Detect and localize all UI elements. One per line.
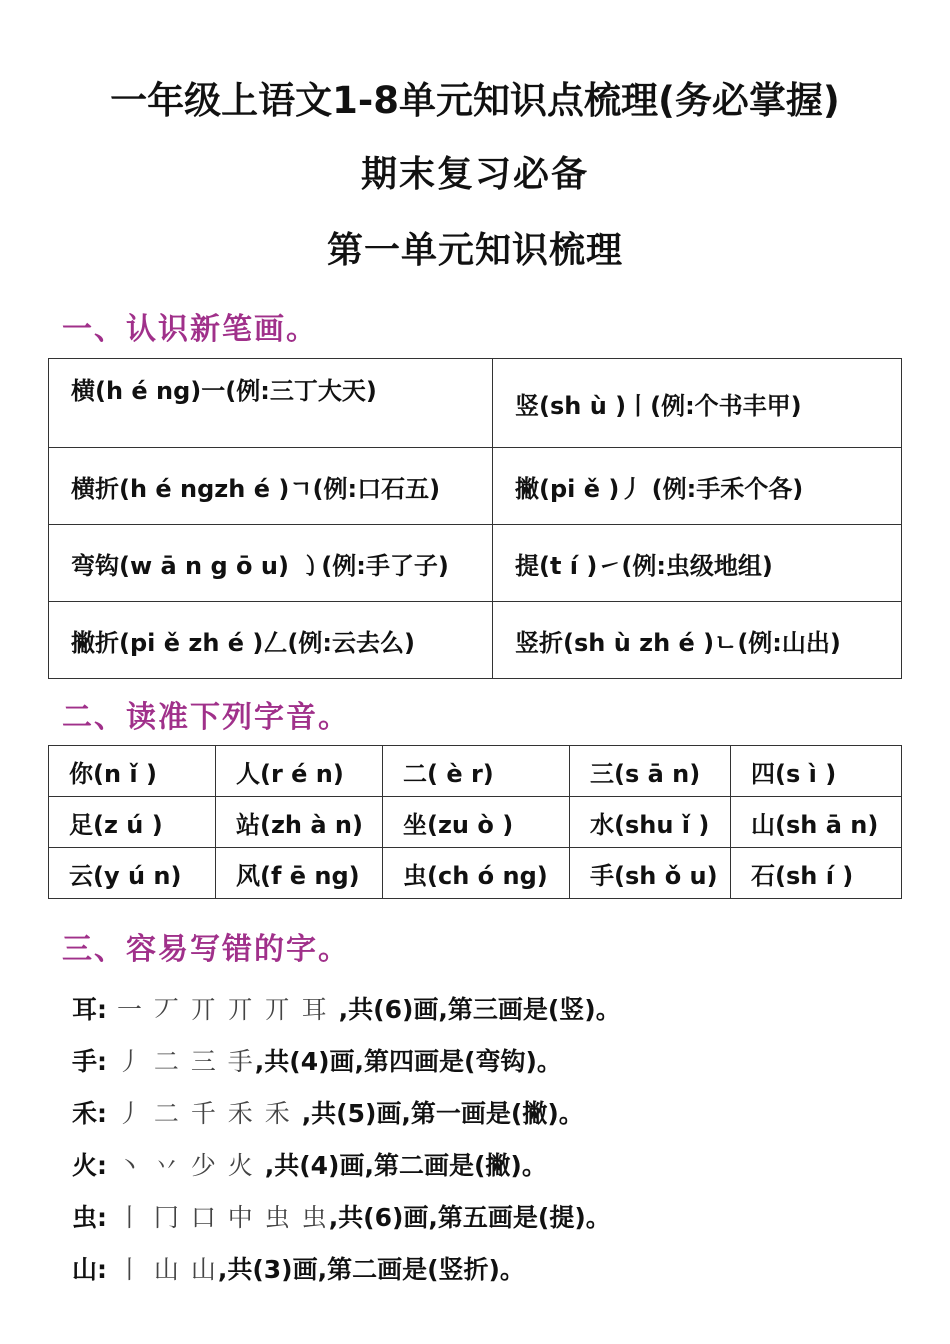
table-cell: 人(r é n) <box>216 746 383 797</box>
table-cell: 站(zh à n) <box>216 797 383 848</box>
section-heading-pronunciation: 二、读准下列字音。 <box>62 700 350 735</box>
table-cell: 你(n ǐ ) <box>49 746 216 797</box>
table-cell: 竖(sh ù )丨(例:个书丰甲) <box>493 359 902 448</box>
table-cell: 足(z ú ) <box>49 797 216 848</box>
character-label: 虫: <box>72 1203 107 1232</box>
stroke-sequence: 丿 二 三 手 <box>107 1047 255 1076</box>
table-row <box>49 746 902 797</box>
stroke-sequence: 丨 冂 口 中 虫 虫 <box>107 1203 329 1232</box>
stroke-sequence: 丶 丷 少 火 <box>107 1151 265 1180</box>
stroke-sequence: 一 丆 丌 丌 丌 耳 <box>107 995 339 1024</box>
stroke-order-note: ,共(4)画,第二画是(撇)。 <box>264 1151 547 1180</box>
table-row <box>49 525 902 602</box>
section-heading-tricky-characters: 三、容易写错的字。 <box>62 932 350 967</box>
character-label: 手: <box>72 1047 107 1076</box>
new-strokes-table <box>48 358 902 679</box>
stroke-order-line <box>72 1146 547 1182</box>
table-cell: 二( è r) <box>383 746 570 797</box>
character-label: 耳: <box>72 995 107 1024</box>
character-label: 山: <box>72 1255 107 1284</box>
stroke-order-line <box>72 1042 562 1078</box>
table-cell: 风(f ē ng) <box>216 848 383 899</box>
character-label: 火: <box>72 1151 107 1180</box>
table-cell: 云(y ú n) <box>49 848 216 899</box>
stroke-sequence: 丨 山 山 <box>107 1255 218 1284</box>
table-cell: 虫(ch ó ng) <box>383 848 570 899</box>
table-cell: 山(sh ā n) <box>731 797 902 848</box>
table-cell: 竖折(sh ù zh é )ㄴ(例:山出) <box>493 602 902 679</box>
table-cell: 手(sh ǒ u) <box>570 848 731 899</box>
table-row <box>49 448 902 525</box>
table-cell: 四(s ì ) <box>731 746 902 797</box>
pronunciation-table <box>48 745 902 899</box>
table-cell: 提(t í )㇀(例:虫级地组) <box>493 525 902 602</box>
table-cell: 石(sh í ) <box>731 848 902 899</box>
stroke-sequence: 丿 二 千 禾 禾 <box>107 1099 302 1128</box>
stroke-order-note: ,共(3)画,第二画是(竖折)。 <box>217 1255 525 1284</box>
stroke-order-note: ,共(5)画,第一画是(撇)。 <box>301 1099 584 1128</box>
table-cell: 弯钩(w ā n g ō u) ㇁(例:手了子) <box>49 525 493 602</box>
table-cell: 水(shu ǐ ) <box>570 797 731 848</box>
table-row <box>49 848 902 899</box>
stroke-order-line <box>72 1094 584 1130</box>
table-cell: 撇折(pi ě zh é )𠃋(例:云去么) <box>49 602 493 679</box>
table-cell: 三(s ā n) <box>570 746 731 797</box>
character-label: 禾: <box>72 1099 107 1128</box>
table-row <box>49 797 902 848</box>
stroke-order-line <box>72 1198 611 1234</box>
stroke-order-note: ,共(6)画,第五画是(提)。 <box>328 1203 611 1232</box>
stroke-order-note: ,共(6)画,第三画是(竖)。 <box>338 995 621 1024</box>
stroke-order-note: ,共(4)画,第四画是(弯钩)。 <box>254 1047 562 1076</box>
table-row <box>49 359 902 448</box>
page-subtitle: 期末复习必备 <box>360 154 589 195</box>
section-heading-new-strokes: 一、认识新笔画。 <box>62 312 318 347</box>
table-cell: 撇(pi ě )丿 (例:手禾个各) <box>493 448 902 525</box>
table-row <box>49 602 902 679</box>
page-title: 一年级上语文1-8单元知识点梳理(务必掌握) <box>110 79 840 122</box>
table-cell: 横(h é ng)一(例:三丁大天) <box>49 359 493 448</box>
stroke-order-line <box>72 1250 525 1286</box>
unit-title: 第一单元知识梳理 <box>326 230 623 271</box>
table-cell: 坐(zu ò ) <box>383 797 570 848</box>
stroke-order-line <box>72 990 621 1026</box>
table-cell: 横折(h é ngzh é )ㄱ(例:口石五) <box>49 448 493 525</box>
